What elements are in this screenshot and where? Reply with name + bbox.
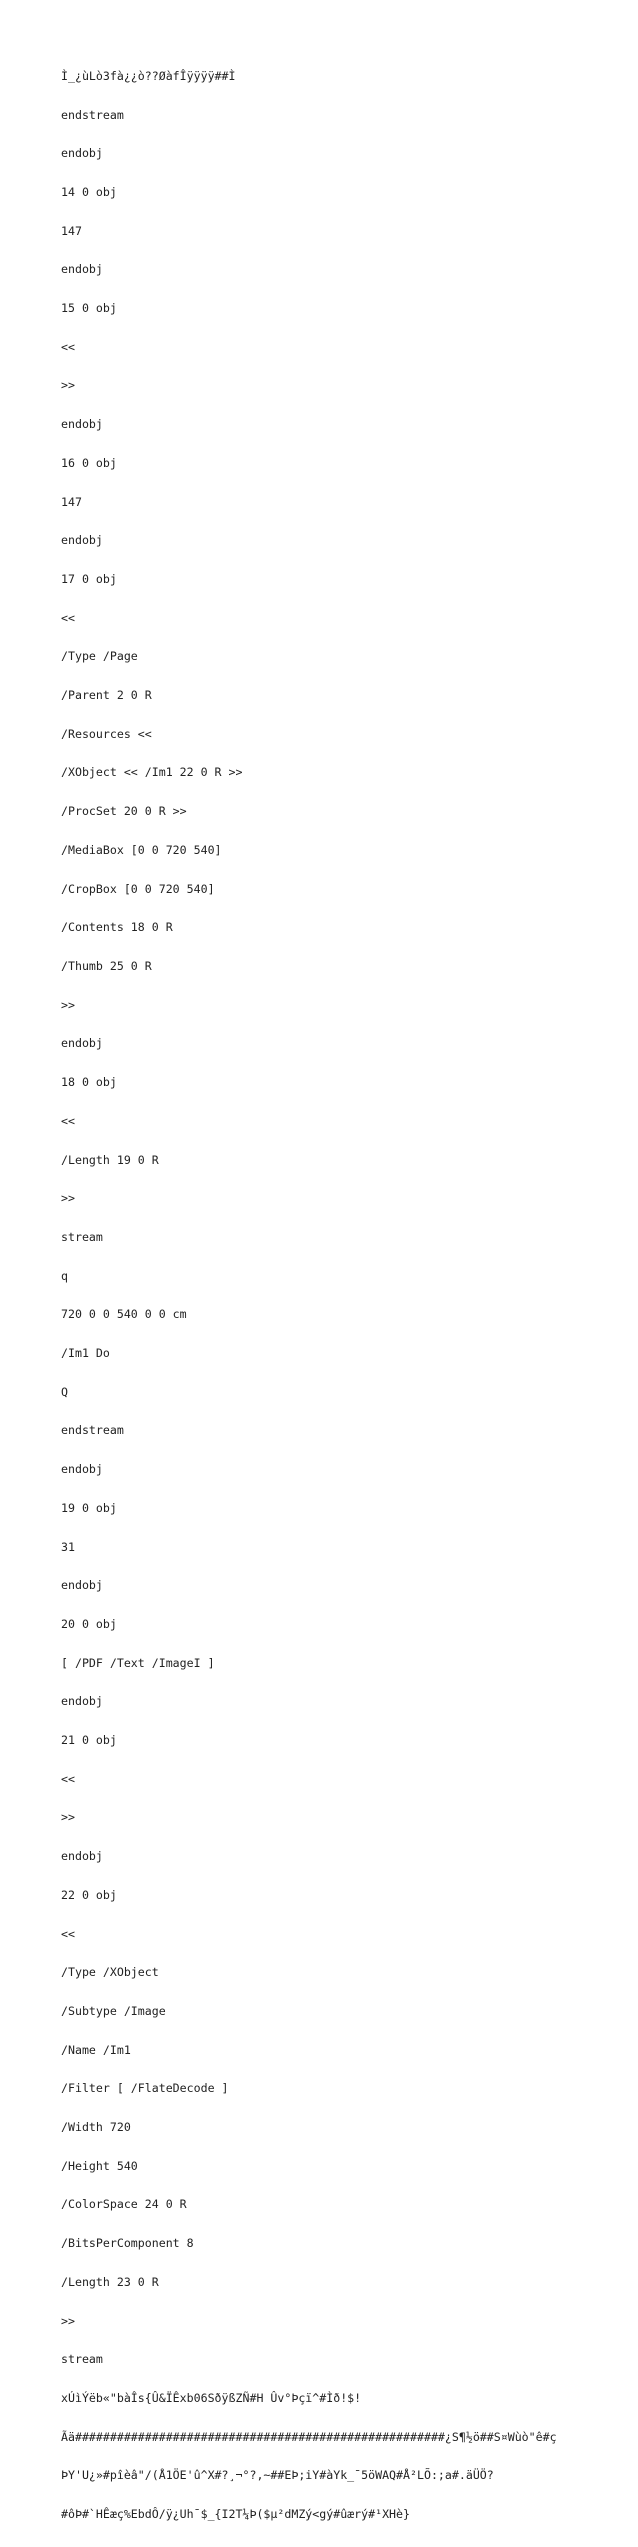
text-line: >>	[61, 997, 75, 1012]
text-line: /Subtype /Image	[61, 2003, 166, 2018]
text-line: 147	[61, 494, 82, 509]
text-line: 18 0 obj	[61, 1075, 117, 1090]
text-line: 22 0 obj	[61, 1887, 117, 1902]
text-line: endobj	[61, 1036, 103, 1051]
text-line: 31	[61, 1539, 75, 1554]
text-line: <<	[61, 610, 75, 625]
text-line: stream	[61, 1229, 103, 1244]
text-line: [ /PDF /Text /ImageI ]	[61, 1655, 215, 1670]
text-line: /Height 540	[61, 2158, 138, 2173]
text-line: Q	[61, 1384, 68, 1399]
text-line: /Length 23 0 R	[61, 2274, 159, 2289]
text-line: /XObject << /Im1 22 0 R >>	[61, 765, 243, 780]
text-line: <<	[61, 339, 75, 354]
text-line: endobj	[61, 1849, 103, 1864]
pdf-source-listing	[61, 44, 621, 2547]
text-line: stream	[61, 2352, 103, 2367]
text-line: /Contents 18 0 R	[61, 920, 173, 935]
text-line: /Length 19 0 R	[61, 1152, 159, 1167]
text-line: endstream	[61, 107, 124, 122]
text-line: q	[61, 1268, 68, 1283]
text-line: endobj	[61, 417, 103, 432]
text-line: xÚìÝëb«"bàÎs{Û&ÏÊxb06SðÿßZÑ#H Ûv°Þçï^#Ìð!$!	[61, 2391, 362, 2405]
text-line: /MediaBox [0 0 720 540]	[61, 842, 222, 857]
text-line: /Resources <<	[61, 726, 152, 741]
text-line: endobj	[61, 1462, 103, 1477]
text-line: #ôÞ#`HÊæç%EbdÔ/ÿ¿Uh¯$_{I2T¼Þ($µ²dMZý<gý#ûærý#¹XHè}	[61, 2507, 411, 2522]
text-line: /Type /XObject	[61, 1965, 159, 1980]
text-line: 16 0 obj	[61, 455, 117, 470]
text-line: 147	[61, 223, 82, 238]
text-line: /CropBox [0 0 720 540]	[61, 881, 215, 896]
text-line: endobj	[61, 533, 103, 548]
text-line: >>	[61, 2313, 75, 2328]
text-line: /ColorSpace 24 0 R	[61, 2197, 187, 2212]
text-line: /Parent 2 0 R	[61, 688, 152, 703]
text-line: /ProcSet 20 0 R >>	[61, 804, 187, 819]
text-line: >>	[61, 378, 75, 393]
text-line: /Thumb 25 0 R	[61, 958, 152, 973]
text-line: 20 0 obj	[61, 1616, 117, 1631]
text-line: 17 0 obj	[61, 571, 117, 586]
text-line: <<	[61, 1926, 75, 1941]
text-line: /Name /Im1	[61, 2042, 131, 2057]
text-line: /Im1 Do	[61, 1346, 110, 1361]
text-line: 21 0 obj	[61, 1733, 117, 1748]
text-line: 720 0 0 540 0 0 cm	[61, 1307, 187, 1322]
text-line: 19 0 obj	[61, 1500, 117, 1515]
text-line: /BitsPerComponent 8	[61, 2236, 194, 2251]
text-line: ÞY'U¿»#pîèâ"/(Å1ÖE'û^X#?¸¬°?,~##EÞ;iY#àYk_¯5öWAQ#Å²LÕ:;a#.äÜÖ?	[61, 2468, 494, 2483]
text-line: /Width 720	[61, 2120, 131, 2135]
text-line: endobj	[61, 262, 103, 277]
text-line: endobj	[61, 1694, 103, 1709]
text-line: 14 0 obj	[61, 184, 117, 199]
text-line: endstream	[61, 1423, 124, 1438]
text-line: <<	[61, 1113, 75, 1128]
text-line: endobj	[61, 146, 103, 161]
text-line: Ì_¿ùLò3fà¿¿ò??ØàfÎÿÿÿÿ##Ì	[61, 68, 236, 83]
text-line: /Type /Page	[61, 649, 138, 664]
text-line: >>	[61, 1191, 75, 1206]
text-line: >>	[61, 1810, 75, 1825]
text-line: Ãä#####################################################¿S¶½ö##S¤Wùò"ê#ç	[61, 2429, 557, 2444]
text-line: <<	[61, 1771, 75, 1786]
text-line: endobj	[61, 1578, 103, 1593]
text-line: /Filter [ /FlateDecode ]	[61, 2081, 229, 2096]
text-line: 15 0 obj	[61, 301, 117, 316]
